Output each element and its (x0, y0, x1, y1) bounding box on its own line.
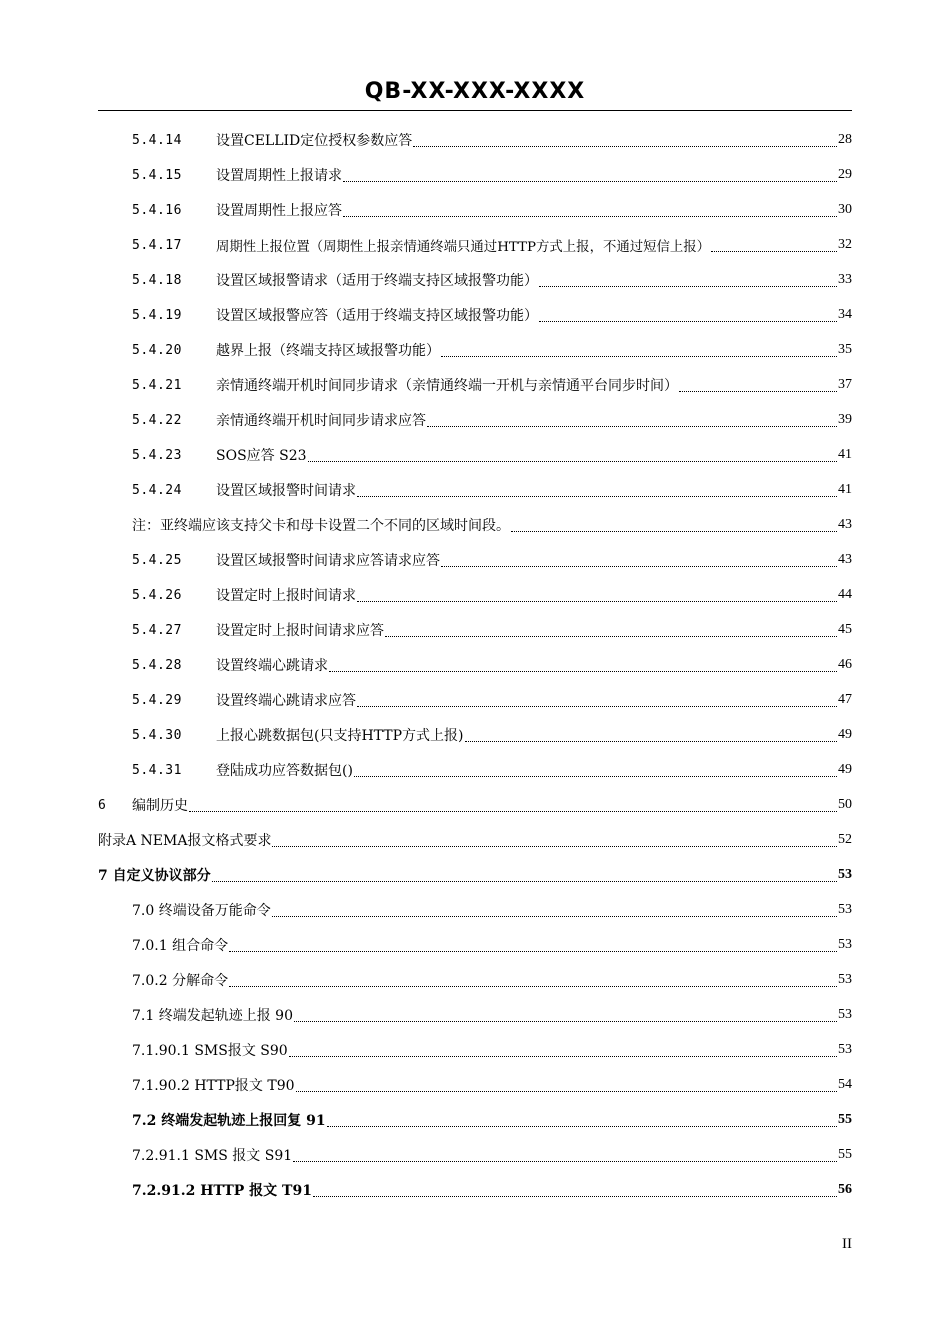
toc-entry-number: 5.4.31 (132, 762, 182, 778)
toc-entry-title: 设置区域报警应答（适用于终端支持区域报警功能） (216, 308, 538, 324)
toc-entry-title: 7.2 终端发起轨迹上报回复 91 (132, 1113, 326, 1129)
toc-leader-dots (294, 1007, 837, 1022)
toc-entry-title: 附录A NEMA报文格式要求 (98, 833, 272, 849)
toc-entry-page: 32 (838, 237, 852, 252)
toc-entry-title: 登陆成功应答数据包() (216, 763, 353, 779)
toc-entry-page: 44 (838, 587, 852, 602)
toc-entry-title: 越界上报（终端支持区域报警功能） (216, 343, 440, 359)
toc-leader-dots (272, 902, 837, 917)
toc-entry[interactable] (132, 1175, 852, 1205)
toc-entry[interactable] (132, 475, 852, 505)
toc-entry[interactable] (132, 545, 852, 575)
toc-entry-page: 54 (838, 1077, 852, 1092)
toc-entry-page: 53 (838, 902, 852, 917)
toc-entry[interactable] (132, 440, 852, 470)
toc-entry-number: 5.4.22 (132, 412, 182, 428)
toc-entry[interactable] (132, 405, 852, 435)
toc-entry[interactable] (132, 1105, 852, 1135)
toc-entry-page: 49 (838, 727, 852, 742)
toc-entry[interactable] (132, 615, 852, 645)
toc-entry-number: 5.4.27 (132, 622, 182, 638)
toc-entry-page: 46 (838, 657, 852, 672)
toc-entry[interactable] (98, 825, 852, 855)
toc-leader-dots (313, 1182, 837, 1197)
toc-entry-number: 5.4.19 (132, 307, 182, 323)
toc-entry[interactable] (132, 125, 852, 155)
toc-entry[interactable] (132, 160, 852, 190)
toc-leader-dots (357, 692, 837, 707)
toc-entry-page: 34 (838, 307, 852, 322)
toc-entry-page: 47 (838, 692, 852, 707)
toc-entry[interactable] (132, 720, 852, 750)
toc-leader-dots (413, 132, 837, 147)
toc-entry-number: 5.4.26 (132, 587, 182, 603)
toc-entry-title: 亲情通终端开机时间同步请求（亲情通终端一开机与亲情通平台同步时间） (216, 378, 678, 394)
toc-entry-page: 35 (838, 342, 852, 357)
toc-entry-title: 7.0.2 分解命令 (132, 973, 229, 989)
toc-leader-dots (427, 412, 837, 427)
toc-entry-title: 设置区域报警请求（适用于终端支持区域报警功能） (216, 273, 538, 289)
toc-entry[interactable] (132, 230, 852, 260)
toc-entry-page: 43 (838, 517, 852, 532)
toc-entry-page: 41 (838, 482, 852, 497)
toc-leader-dots (296, 1077, 837, 1092)
toc-leader-dots (679, 377, 837, 392)
toc-entry-title: 编制历史 (132, 798, 188, 814)
toc-entry-title: 设置周期性上报应答 (216, 203, 342, 219)
toc-entry-page: 53 (838, 1007, 852, 1022)
toc-entry-number: 5.4.29 (132, 692, 182, 708)
toc-leader-dots (357, 482, 837, 497)
toc-entry-page: 53 (838, 1042, 852, 1057)
toc-entry-title: 设置周期性上报请求 (216, 168, 342, 184)
toc-leader-dots (465, 727, 838, 742)
toc-entry-title: 7.2.91.1 SMS 报文 S91 (132, 1148, 293, 1164)
header-rule (98, 110, 852, 111)
toc-leader-dots (343, 202, 837, 217)
toc-entry[interactable] (132, 510, 852, 540)
toc-entry-number: 6 (98, 797, 107, 813)
toc-leader-dots (272, 832, 837, 847)
toc-entry[interactable] (132, 930, 852, 960)
toc-entry-title: 设置终端心跳请求应答 (216, 693, 356, 709)
toc-leader-dots (229, 937, 837, 952)
toc-leader-dots (539, 307, 837, 322)
toc-leader-dots (343, 167, 837, 182)
toc-entry-title: 7.2.91.2 HTTP 报文 T91 (132, 1183, 312, 1199)
toc-entry-page: 53 (838, 972, 852, 987)
toc-entry-number: 5.4.16 (132, 202, 182, 218)
toc-entry-title: 设置区域报警时间请求 (216, 483, 356, 499)
toc-entry-page: 49 (838, 762, 852, 777)
toc-entry-number: 5.4.30 (132, 727, 182, 743)
toc-entry-page: 30 (838, 202, 852, 217)
toc-entry-number: 5.4.25 (132, 552, 182, 568)
toc-entry-title: SOS应答 S23 (216, 448, 307, 464)
toc-leader-dots (711, 237, 837, 252)
toc-entry-title: 设置CELLID定位授权参数应答 (216, 133, 413, 149)
toc-entry[interactable] (132, 265, 852, 295)
toc-entry-title: 7.1 终端发起轨迹上报 90 (132, 1008, 293, 1024)
toc-entry[interactable] (98, 790, 852, 820)
toc-leader-dots (289, 1042, 837, 1057)
toc-leader-dots (329, 657, 837, 672)
toc-leader-dots (441, 342, 837, 357)
toc-entry-number: 5.4.23 (132, 447, 182, 463)
toc-leader-dots (441, 552, 837, 567)
toc-entry-page: 52 (838, 832, 852, 847)
toc-entry-title: 7.0.1 组合命令 (132, 938, 229, 954)
toc-entry[interactable] (132, 895, 852, 925)
toc-entry-title: 设置区域报警时间请求应答请求应答 (216, 553, 440, 569)
toc-entry[interactable] (98, 860, 852, 890)
toc-leader-dots (357, 587, 837, 602)
toc-entry-number: 5.4.24 (132, 482, 182, 498)
toc-entry[interactable] (132, 195, 852, 225)
toc-leader-dots (354, 762, 837, 777)
toc-leader-dots (511, 517, 837, 532)
toc-entry-page: 55 (838, 1147, 852, 1162)
toc-entry-number: 5.4.14 (132, 132, 182, 148)
toc-entry[interactable] (132, 965, 852, 995)
toc-leader-dots (229, 972, 837, 987)
toc-entry-page: 50 (838, 797, 852, 812)
toc-entry-number: 5.4.17 (132, 237, 182, 253)
toc-entry[interactable] (132, 1000, 852, 1030)
toc-leader-dots (327, 1112, 837, 1127)
toc-entry-title: 7.0 终端设备万能命令 (132, 903, 271, 919)
toc-entry-page: 43 (838, 552, 852, 567)
toc-entry-title: 7.1.90.1 SMS报文 S90 (132, 1043, 288, 1059)
toc-entry-title: 设置定时上报时间请求应答 (216, 623, 384, 639)
footer-page-number: II (842, 1236, 852, 1252)
toc-entry-title: 注：亚终端应该支持父卡和母卡设置二个不同的区域时间段。 (132, 518, 510, 534)
toc-entry[interactable] (132, 650, 852, 680)
toc-entry[interactable] (132, 580, 852, 610)
toc-entry-page: 45 (838, 622, 852, 637)
toc-entry-number: 5.4.18 (132, 272, 182, 288)
toc-entry[interactable] (132, 755, 852, 785)
toc-leader-dots (293, 1147, 837, 1162)
toc-leader-dots (385, 622, 837, 637)
toc-entry[interactable] (132, 1035, 852, 1065)
toc-entry-page: 39 (838, 412, 852, 427)
toc-entry-page: 55 (838, 1112, 852, 1127)
toc-entry-number: 5.4.21 (132, 377, 182, 393)
toc-entry-title: 上报心跳数据包(只支持HTTP方式上报) (216, 728, 464, 744)
toc-entry-page: 37 (838, 377, 852, 392)
toc-leader-dots (212, 867, 837, 882)
toc-entry[interactable] (132, 685, 852, 715)
toc-entry-page: 53 (838, 867, 852, 882)
toc-entry-number: 5.4.15 (132, 167, 182, 183)
toc-entry[interactable] (132, 335, 852, 365)
toc-entry[interactable] (132, 1070, 852, 1100)
toc-entry-title: 亲情通终端开机时间同步请求应答 (216, 413, 426, 429)
toc-entry-page: 41 (838, 447, 852, 462)
toc-leader-dots (308, 447, 837, 462)
toc-entry-page: 33 (838, 272, 852, 287)
toc-entry-number: 5.4.28 (132, 657, 182, 673)
toc-entry-title: 设置定时上报时间请求 (216, 588, 356, 604)
toc-entry-page: 29 (838, 167, 852, 182)
toc-entry[interactable] (132, 300, 852, 330)
toc-entry-page: 56 (838, 1182, 852, 1197)
toc-entry[interactable] (132, 370, 852, 400)
toc-entry-number: 5.4.20 (132, 342, 182, 358)
toc-entry-page: 53 (838, 937, 852, 952)
toc-entry-title: 设置终端心跳请求 (216, 658, 328, 674)
toc-leader-dots (189, 797, 837, 812)
toc-entry-title: 7 自定义协议部分 (98, 868, 211, 884)
document-header-title: QB-XX-XXX-XXXX (364, 79, 586, 104)
toc-leader-dots (539, 272, 837, 287)
toc-entry-page: 28 (838, 132, 852, 147)
toc-entry[interactable] (132, 1140, 852, 1170)
toc-entry-title: 7.1.90.2 HTTP报文 T90 (132, 1078, 295, 1094)
toc-entry-title: 周期性上报位置（周期性上报亲情通终端只通过HTTP方式上报，不通过短信上报） (216, 239, 711, 255)
